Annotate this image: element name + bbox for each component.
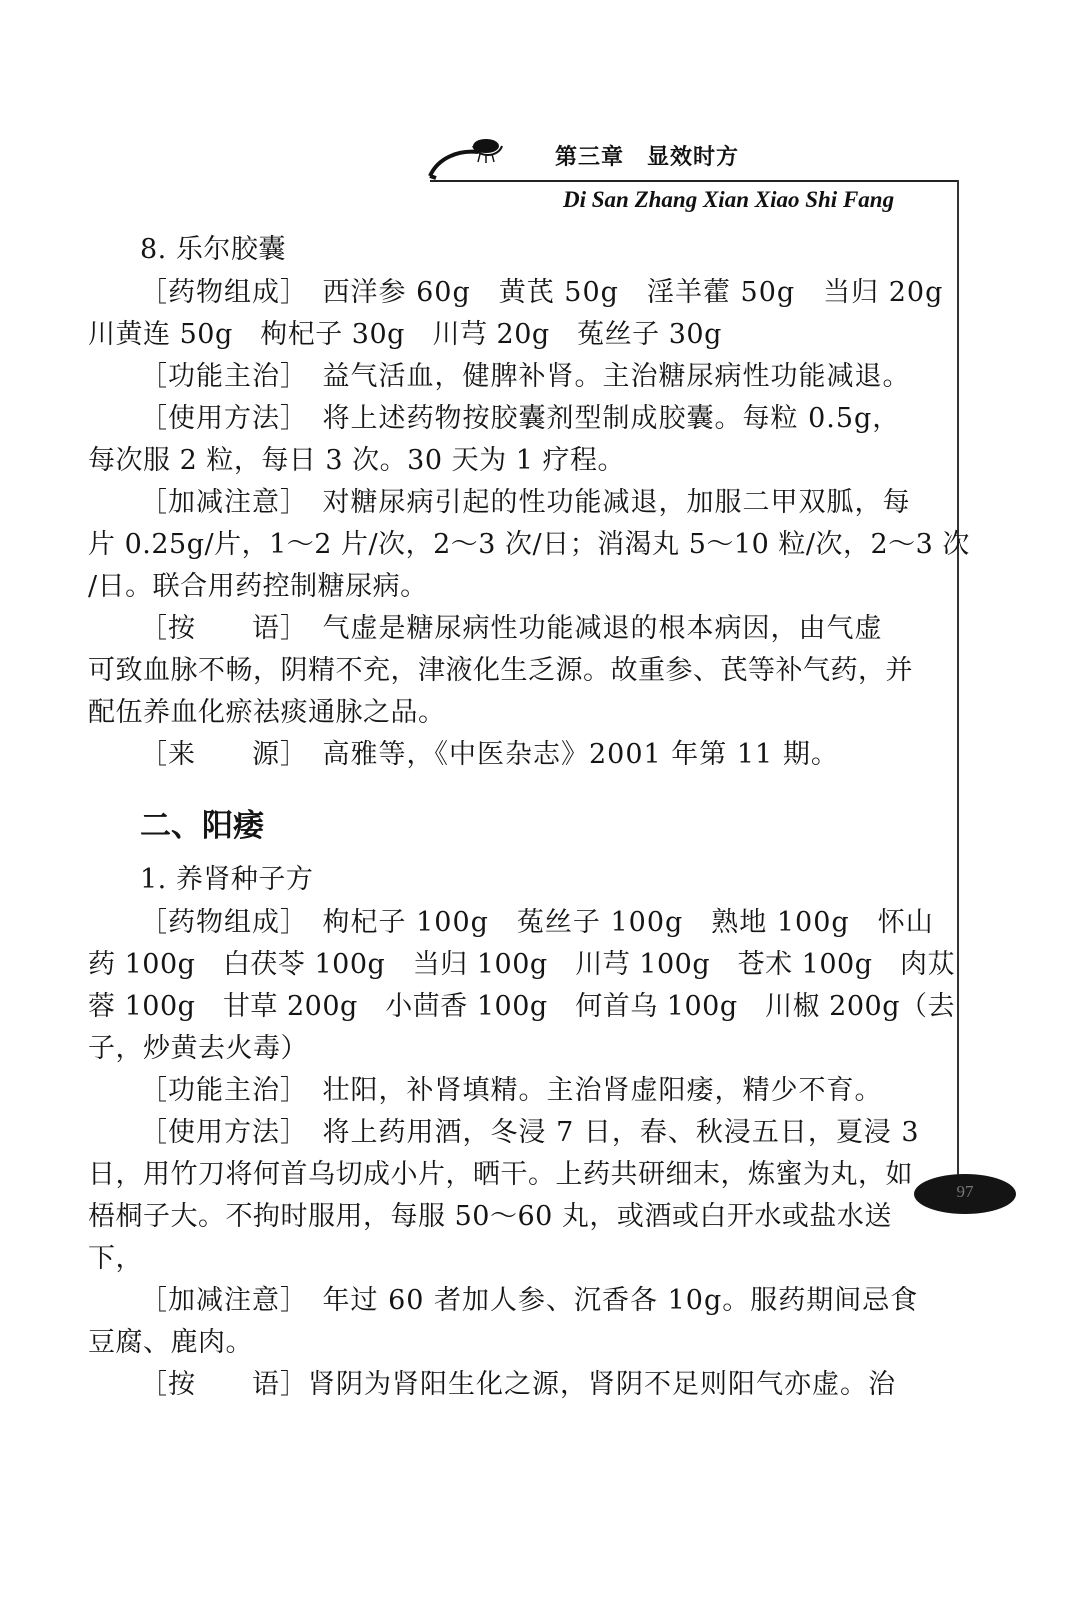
text-line: 下，: [88, 1243, 143, 1274]
text-line: ［药物组成］ 枸杞子 100g 菟丝子 100g 熟地 100g 怀山: [140, 907, 934, 938]
text-line: 日，用竹刀将何首乌切成小片，晒干。上药共研细末，炼蜜为丸，如: [88, 1159, 913, 1190]
text-line: 蓉 100g 甘草 200g 小茴香 100g 何首乌 100g 川椒 200g（去: [88, 991, 956, 1022]
text-line: 豆腐、鹿肉。: [88, 1327, 253, 1358]
text-line: ［使用方法］ 将上述药物按胶囊剂型制成胶囊。每粒 0.5g，: [140, 403, 901, 434]
source-line: ［来 源］ 高雅等，《中医杂志》2001 年第 11 期。: [140, 739, 839, 770]
formula-title: 8. 乐尔胶囊: [140, 234, 286, 265]
text-line: ［药物组成］ 西洋参 60g 黄芪 50g 淫羊藿 50g 当归 20g: [140, 277, 944, 308]
text-line: ［加减注意］ 年过 60 者加人参、沉香各 10g。服药期间忌食: [140, 1285, 919, 1316]
page-number: 97: [956, 1182, 974, 1201]
formula-title: 1. 养肾种子方: [140, 864, 314, 895]
text-line: ［功能主治］ 益气活血，健脾补肾。主治糖尿病性功能减退。: [140, 361, 911, 392]
text-line: ［按 语］ 气虚是糖尿病性功能减退的根本病因，由气虚: [140, 613, 883, 644]
text-line: 梧桐子大。不拘时服用，每服 50～60 丸，或酒或白开水或盐水送: [88, 1201, 892, 1232]
text-line: 片 0.25g/片，1～2 片/次，2～3 次/日；消渴丸 5～10 粒/次，2～3 次: [88, 529, 970, 560]
section-heading: 二、阳痿: [140, 808, 264, 844]
side-rule: [957, 180, 959, 1195]
text-line: ［按 语］肾阴为肾阳生化之源，肾阴不足则阳气亦虚。治: [140, 1369, 896, 1400]
text-line: 每次服 2 粒，每日 3 次。30 天为 1 疗程。: [88, 445, 625, 476]
text-line: ［功能主治］ 壮阳，补肾填精。主治肾虚阳痿，精少不育。: [140, 1075, 883, 1106]
text-line: 川黄连 50g 枸杞子 30g 川芎 20g 菟丝子 30g: [88, 319, 722, 350]
chapter-title-en: Di San Zhang Xian Xiao Shi Fang: [563, 187, 895, 212]
text-line: 可致血脉不畅，阴精不充，津液化生乏源。故重参、芪等补气药，并: [88, 655, 913, 686]
text-line: 配伍养血化瘀祛痰通脉之品。: [88, 697, 446, 728]
text-line: ［加减注意］ 对糖尿病引起的性功能减退，加服二甲双胍，每: [140, 487, 911, 518]
lamp-icon: [428, 132, 508, 186]
chapter-title-cn: 第三章 显效时方: [555, 145, 740, 170]
text-line: ［使用方法］ 将上药用酒，冬浸 7 日，春、秋浸五日，夏浸 3: [140, 1117, 920, 1148]
text-line: 子，炒黄去火毒）: [88, 1033, 308, 1064]
page-number-tab: [914, 1174, 1016, 1214]
text-line: /日。联合用药控制糖尿病。: [88, 571, 428, 602]
header-rule: [430, 180, 958, 182]
text-line: 药 100g 白茯苓 100g 当归 100g 川芎 100g 苍术 100g 肉苁: [88, 949, 956, 980]
